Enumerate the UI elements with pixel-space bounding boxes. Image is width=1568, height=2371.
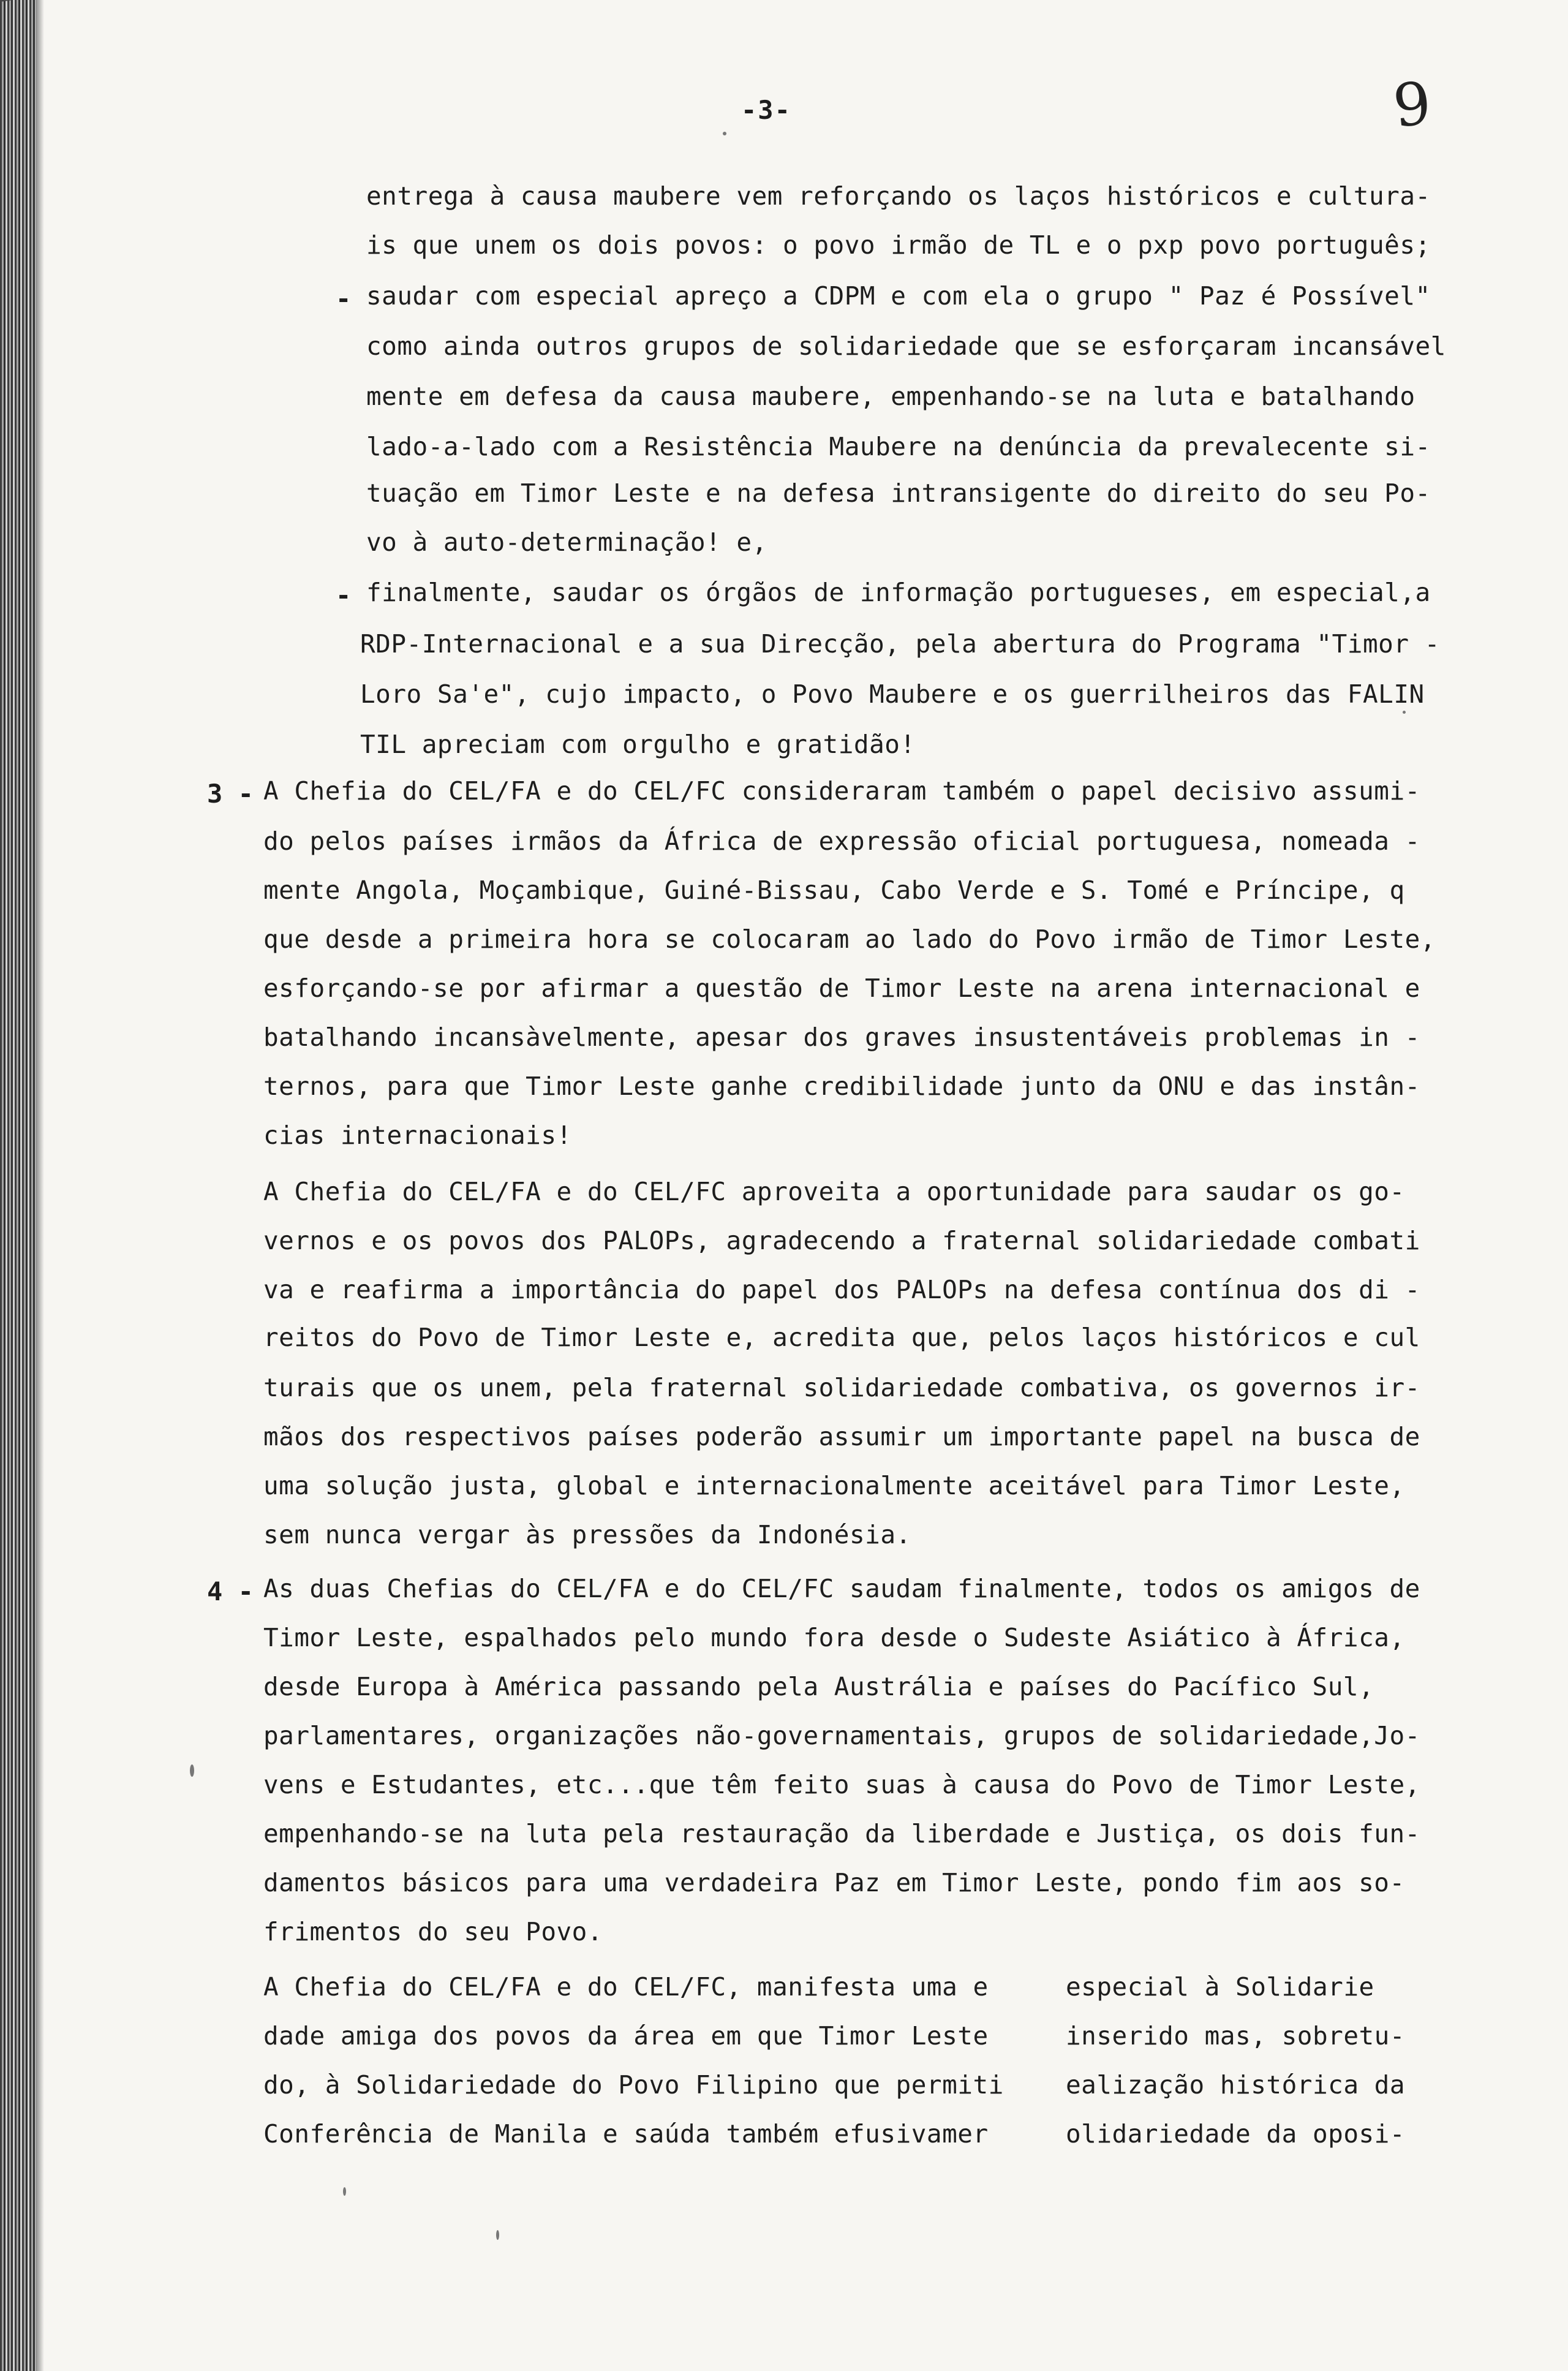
- scan-speck: [496, 2230, 499, 2240]
- text-line: frimentos do seu Povo.: [263, 1917, 603, 1946]
- text-line: Loro Sa'e", cujo impacto, o Povo Maubere e os guerrilheiros das FALIN: [360, 679, 1425, 709]
- text-line: inserido mas, sobretu-: [1066, 2021, 1406, 2051]
- text-line: do pelos países irmãos da África de expressão oficial portuguesa, nomeada -: [263, 826, 1420, 856]
- bullet-dash: -: [336, 580, 352, 610]
- text-line: A Chefia do CEL/FA e do CEL/FC, manifesta uma e: [263, 1972, 989, 2002]
- text-line: esforçando-se por afirmar a questão de Timor Leste na arena internacional e: [263, 974, 1420, 1003]
- text-line: desde Europa à América passando pela Austrália e países do Pacífico Sul,: [263, 1672, 1374, 1701]
- text-line: cias internacionais!: [263, 1121, 572, 1150]
- text-line: batalhando incansàvelmente, apesar dos graves insustentáveis problemas in -: [263, 1023, 1420, 1052]
- text-line: mente em defesa da causa maubere, empenhando-se na luta e batalhando: [366, 382, 1415, 411]
- text-line: ealização histórica da: [1066, 2070, 1406, 2100]
- corner-fold: [0, 0, 159, 45]
- handwritten-page-number: 9: [1390, 69, 1434, 141]
- text-line: que desde a primeira hora se colocaram ao lado do Povo irmão de Timor Leste,: [263, 925, 1436, 954]
- text-line: uma solução justa, global e internacionalmente aceitável para Timor Leste,: [263, 1471, 1405, 1500]
- text-line: parlamentares, organizações não-governamentais, grupos de solidariedade,Jo-: [263, 1721, 1420, 1750]
- text-line: vens e Estudantes, etc...que têm feito suas à causa do Povo de Timor Leste,: [263, 1770, 1420, 1799]
- text-line: damentos básicos para uma verdadeira Paz em Timor Leste, pondo fim aos so-: [263, 1868, 1405, 1897]
- text-line: olidariedade da oposi-: [1066, 2119, 1406, 2149]
- item-number-3: 3 -: [207, 779, 254, 809]
- text-line: turais que os unem, pela fraternal solidariedade combativa, os governos ir-: [263, 1373, 1420, 1402]
- scan-speck: [190, 1764, 194, 1777]
- text-line: Conferência de Manila e saúda também efusivamer: [263, 2119, 989, 2149]
- text-line: dade amiga dos povos da área em que Timor Leste: [263, 2021, 989, 2051]
- scan-speck: [343, 2187, 346, 2196]
- text-line: lado-a-lado com a Resistência Maubere na denúncia da prevalecente si-: [366, 432, 1431, 461]
- binding-strip: [0, 0, 36, 2371]
- text-line: sem nunca vergar às pressões da Indonésia.: [263, 1520, 911, 1549]
- bullet-dash: -: [336, 284, 352, 314]
- item-number-4: 4 -: [207, 1576, 254, 1606]
- text-line: RDP-Internacional e a sua Direcção, pela abertura do Programa "Timor -: [360, 629, 1440, 659]
- text-line: reitos do Povo de Timor Leste e, acredita que, pelos laços históricos e cul: [263, 1323, 1420, 1352]
- text-line: empenhando-se na luta pela restauração da liberdade e Justiça, os dois fun-: [263, 1819, 1420, 1848]
- text-line: saudar com especial apreço a CDPM e com ela o grupo " Paz é Possível": [366, 281, 1431, 311]
- text-line: vernos e os povos dos PALOPs, agradecendo a fraternal solidariedade combati: [263, 1226, 1420, 1255]
- text-line: As duas Chefias do CEL/FA e do CEL/FC saudam finalmente, todos os amigos de: [263, 1574, 1420, 1603]
- text-line: entrega à causa maubere vem reforçando os laços históricos e cultura-: [366, 181, 1431, 211]
- text-line: is que unem os dois povos: o povo irmão de TL e o pxp povo português;: [366, 230, 1431, 260]
- text-line: vo à auto-determinação! e,: [366, 528, 767, 557]
- text-line: A Chefia do CEL/FA e do CEL/FC aproveita a oportunidade para saudar os go-: [263, 1177, 1405, 1206]
- text-line: especial à Solidarie: [1066, 1972, 1374, 2002]
- text-line: tuação em Timor Leste e na defesa intransigente do direito do seu Po-: [366, 478, 1431, 508]
- text-line: TIL apreciam com orgulho e gratidão!: [360, 730, 916, 759]
- text-line: Timor Leste, espalhados pelo mundo fora desde o Sudeste Asiático à África,: [263, 1623, 1405, 1652]
- binding-shadow: [36, 0, 44, 2371]
- text-line: A Chefia do CEL/FA e do CEL/FC consideraram também o papel decisivo assumi-: [263, 776, 1420, 806]
- text-line: mente Angola, Moçambique, Guiné-Bissau, Cabo Verde e S. Tomé e Príncipe, q: [263, 875, 1405, 905]
- text-line: como ainda outros grupos de solidariedade que se esforçaram incansável: [366, 331, 1446, 361]
- text-line: va e reafirma a importância do papel dos PALOPs na defesa contínua dos di -: [263, 1275, 1420, 1304]
- text-line: ternos, para que Timor Leste ganhe credibilidade junto da ONU e das instân-: [263, 1072, 1420, 1101]
- text-line: mãos dos respectivos países poderão assumir um importante papel na busca de: [263, 1422, 1420, 1451]
- page-number: -3-: [741, 95, 791, 125]
- scan-speck: [723, 132, 726, 135]
- text-line: do, à Solidariedade do Povo Filipino que permiti: [263, 2070, 1004, 2100]
- scan-speck: [1403, 711, 1406, 714]
- text-line: finalmente, saudar os órgãos de informação portugueses, em especial,a: [366, 578, 1431, 607]
